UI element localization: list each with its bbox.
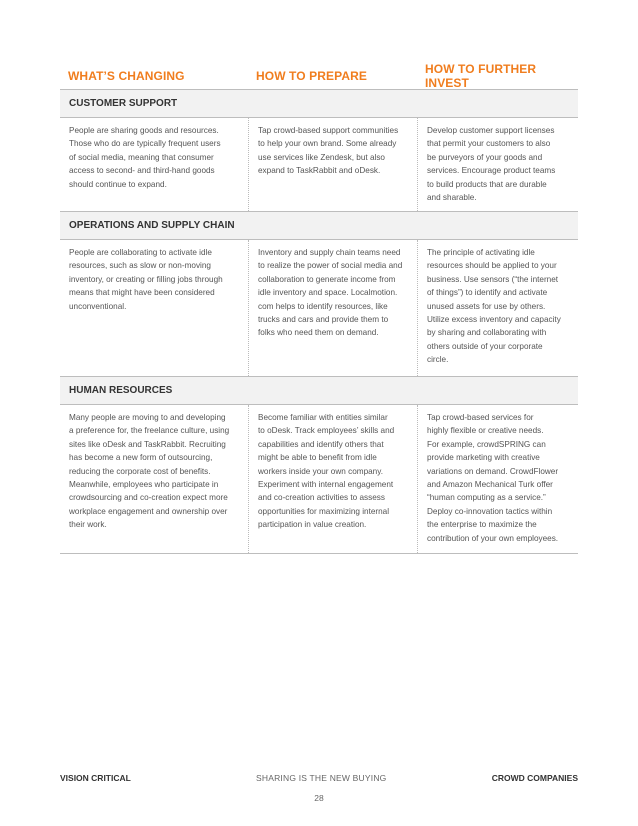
cell-how-to-prepare	[248, 118, 417, 211]
cell-text-line: opportunities for maximizing internal	[258, 506, 390, 516]
cell-text-line: to build products that are durable	[427, 179, 547, 189]
cell-text-line: com helps to identify resources, like	[258, 301, 388, 311]
cell-text-line: For example, crowdSPRING can	[427, 439, 546, 449]
cell-text-line: idle inventory and space. Localmotion.	[258, 288, 398, 298]
cell-text-line: People are collaborating to activate idle	[69, 248, 212, 257]
cell-text-line: should continue to expand.	[69, 179, 167, 189]
cell-how-to-prepare	[248, 240, 417, 376]
cell-text-line: workplace engagement and ownership over	[69, 506, 228, 516]
cell-text-line: highly flexible or creative needs.	[427, 426, 544, 436]
cell-text-line: to help your own brand. Some already	[258, 139, 397, 149]
cell-text-line: variations on demand. CrowdFlower	[427, 466, 559, 476]
cell-text-line: Meanwhile, employees who participate in	[69, 480, 219, 490]
page-number: 28	[314, 793, 324, 803]
cell-text-line: unconventional.	[69, 301, 127, 311]
cell-text-line: inventory, or creating or filling jobs through	[69, 274, 223, 284]
cell-text-line: means that might have been considered	[69, 288, 215, 298]
cell-text-line: of things”) to identify and activate	[427, 288, 548, 298]
cell-text-line: might be able to benefit from idle	[258, 453, 377, 463]
cell-text-line: Many people are moving to and developing	[69, 413, 226, 422]
cell-text-line: Tap crowd-based support communities	[258, 126, 399, 135]
cell-text-line: capabilities and identify others that	[258, 439, 384, 449]
cell-text-line: “human computing as a service.”	[427, 493, 546, 503]
cell-whats-changing	[60, 118, 248, 211]
cell-whats-changing	[60, 405, 248, 553]
cell-how-to-prepare	[248, 405, 417, 553]
cell-whats-changing	[60, 240, 248, 376]
cell-text-line: collaboration to generate income from	[258, 274, 396, 284]
cell-text-line: Inventory and supply chain teams need	[258, 248, 401, 257]
cell-text-line: and Amazon Mechanical Turk offer	[427, 480, 553, 490]
cell-how-to-further-invest	[417, 405, 578, 553]
cell-text-line: a preference for, the freelance culture, using	[69, 426, 230, 436]
strategy-table	[60, 62, 578, 554]
cell-text-line: Deploy co-innovation tactics within	[427, 506, 553, 516]
cell-text-line: participation in value creation.	[258, 520, 367, 530]
section-title: HUMAN RESOURCES	[60, 376, 578, 405]
cell-text-line: sites like oDesk and TaskRabbit. Recruiting	[69, 439, 226, 449]
cell-text-line: folks who need them on demand.	[258, 328, 379, 338]
section-title: CUSTOMER SUPPORT	[60, 89, 578, 118]
cell-text-line: resources should be applied to your	[427, 261, 557, 271]
cell-text-line: circle.	[427, 355, 449, 365]
header-how-to-further-invest: HOW TO FURTHER INVEST	[425, 61, 537, 90]
cell-text-line: The principle of activating idle	[427, 248, 535, 257]
cell-text-line: of social media, meaning that consumer	[69, 152, 214, 162]
cell-text-line: resources, such as slow or non-moving	[69, 261, 211, 271]
cell-text-line: business. Use sensors (“the internet	[427, 274, 559, 284]
cell-text-line: People are sharing goods and resources.	[69, 126, 219, 135]
section-content-row	[60, 240, 578, 376]
cell-text-line: workers inside your own company.	[258, 466, 383, 476]
cell-text-line: access to second- and third-hand goods	[69, 166, 215, 176]
section-content-row	[60, 118, 578, 211]
cell-text-line: expand to TaskRabbit and oDesk.	[258, 166, 381, 176]
cell-text-line: to realize the power of social media and	[258, 261, 403, 271]
cell-text-line: to oDesk. Track employees’ skills and	[258, 426, 395, 436]
section-content-row	[60, 405, 578, 553]
footer-right: CROWD COMPANIES	[491, 773, 578, 783]
cell-text-line: trucks and cars and provide them to	[258, 315, 389, 325]
cell-text-line: the enterprise to maximize the	[427, 520, 537, 530]
header-how-to-prepare: HOW TO PREPARE	[256, 68, 367, 83]
cell-text-line: Experiment with internal engagement	[258, 480, 394, 490]
cell-text-line: others outside of your corporate	[427, 341, 543, 351]
cell-text-line: their work.	[69, 520, 107, 530]
cell-text-line: and sharable.	[427, 193, 477, 203]
cell-text-line: Utilize excess inventory and capacity	[427, 315, 561, 325]
cell-text-line: Become familiar with entities similar	[258, 413, 388, 422]
header-whats-changing: WHAT’S CHANGING	[68, 68, 185, 83]
cell-text-line: has become a new form of outsourcing,	[69, 453, 213, 463]
cell-text-line: that permit your customers to also	[427, 139, 551, 149]
cell-text-line: services. Encourage product teams	[427, 166, 556, 176]
cell-text-line: contribution of your own employees.	[427, 533, 559, 543]
footer-left: VISION CRITICAL	[60, 773, 131, 783]
table-sections	[60, 89, 578, 553]
cell-text-line: use services like Zendesk, but also	[258, 152, 385, 162]
cell-text-line: and co-creation activities to assess	[258, 493, 385, 503]
footer-center: SHARING IS THE NEW BUYING	[256, 773, 387, 783]
cell-text-line: by sharing and collaborating with	[427, 328, 547, 338]
page-footer	[60, 773, 578, 787]
table-header-row	[60, 62, 578, 89]
cell-text-line: provide marketing with creative	[427, 453, 540, 463]
cell-text-line: Tap crowd-based services for	[427, 413, 534, 422]
cell-text-line: unused assets for use by others.	[427, 301, 546, 311]
cell-how-to-further-invest	[417, 118, 578, 211]
cell-text-line: be purveyors of your goods and	[427, 152, 543, 162]
cell-text-line: crowdsourcing and co-creation expect more	[69, 493, 228, 503]
cell-text-line: reducing the corporate cost of benefits.	[69, 466, 211, 476]
cell-how-to-further-invest	[417, 240, 578, 376]
section-title: OPERATIONS AND SUPPLY CHAIN	[60, 211, 578, 240]
cell-text-line: Those who do are typically frequent users	[69, 139, 221, 149]
cell-text-line: Develop customer support licenses	[427, 126, 555, 135]
